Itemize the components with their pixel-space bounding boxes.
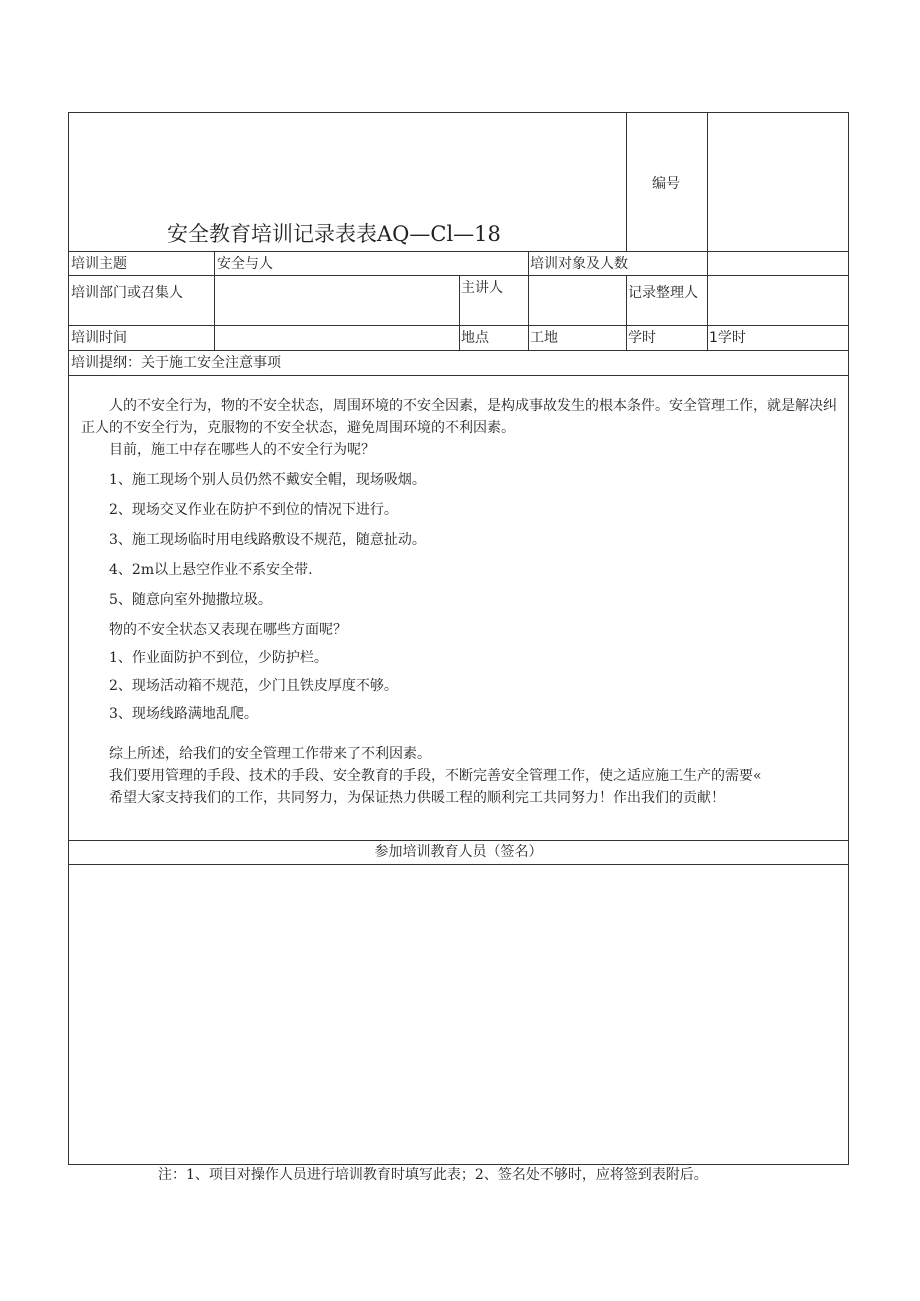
intro-paragraph: 人的不安全行为，物的不安全状态，周围环境的不安全因素，是构成事故发生的根本条件。安全管理工作，就是解决纠正人的不安全行为，克服物的不安全状态，避免周围环境的不利因素。 bbox=[81, 398, 837, 436]
location-label: 地点 bbox=[461, 330, 489, 346]
hours-label: 学时 bbox=[628, 330, 656, 346]
list-item: 2、现场交叉作业在防护不到位的情况下进行。 bbox=[109, 502, 398, 518]
summary-line: 综上所述，给我们的安全管理工作带来了不利因素。 bbox=[109, 746, 431, 762]
list-item: 4、2m以上悬空作业不系安全带. bbox=[109, 562, 313, 578]
row-divider bbox=[69, 350, 848, 351]
recorder-label: 记录整理人 bbox=[628, 285, 698, 301]
list-item: 3、施工现场临时用电线路敷设不规范，随意扯动。 bbox=[109, 532, 426, 548]
outline-text: 培训提纲：关于施工安全注意事项 bbox=[71, 355, 281, 371]
signature-area[interactable] bbox=[69, 865, 848, 1164]
list-item: 2、现场活动箱不规范，少门且铁皮厚度不够。 bbox=[109, 678, 398, 694]
hours-value[interactable]: 1学时 bbox=[709, 330, 746, 346]
col-divider bbox=[214, 251, 215, 275]
location-value[interactable]: 工地 bbox=[530, 330, 558, 346]
col-divider bbox=[707, 275, 708, 325]
object-question: 物的不安全状态又表现在哪些方面呢？ bbox=[109, 622, 347, 638]
number-label: 编号 bbox=[652, 176, 680, 192]
audience-label: 培训对象及人数 bbox=[530, 256, 628, 272]
col-divider bbox=[459, 275, 460, 325]
list-item: 5、随意向室外抛撒垃圾。 bbox=[109, 592, 272, 608]
col-divider bbox=[707, 251, 708, 275]
col-divider bbox=[214, 275, 215, 325]
summary-line: 希望大家支持我们的工作，共同努力，为保证热力供暖工程的顺利完工共同努力！作出我们的贡献！ bbox=[109, 790, 725, 806]
topic-label: 培训主题 bbox=[71, 256, 127, 272]
col-divider bbox=[459, 325, 460, 350]
col-divider bbox=[528, 325, 529, 350]
time-label: 培训时间 bbox=[71, 330, 127, 346]
col-divider bbox=[528, 275, 529, 325]
footer-note: 注：1、项目对操作人员进行培训教育时填写此表；2、签名处不够时，应将签到表附后。 bbox=[158, 1167, 708, 1183]
form-title: 安全教育培训记录表表AQ—Cl—18 bbox=[167, 222, 501, 246]
col-divider bbox=[626, 113, 627, 251]
training-content bbox=[81, 395, 838, 809]
people-question: 目前，施工中存在哪些人的不安全行为呢？ bbox=[109, 442, 375, 458]
col-divider bbox=[707, 325, 708, 350]
list-item: 3、现场线路满地乱爬。 bbox=[109, 706, 258, 722]
lecturer-label: 主讲人 bbox=[461, 280, 503, 296]
col-divider bbox=[528, 251, 529, 275]
row-divider bbox=[69, 251, 848, 252]
row-divider bbox=[69, 840, 848, 841]
summary-line: 我们要用管理的手段、技术的手段、安全教育的手段，不断完善安全管理工作，使之适应施工生产的需要« bbox=[109, 768, 762, 784]
training-record-form bbox=[68, 112, 849, 1165]
dept-label: 培训部门或召集人 bbox=[71, 285, 183, 301]
list-item: 1、施工现场个别人员仍然不戴安全帽，现场吸烟。 bbox=[109, 472, 426, 488]
signature-header: 参加培训教育人员（签名） bbox=[374, 844, 543, 860]
col-divider bbox=[707, 113, 708, 251]
col-divider bbox=[626, 275, 627, 325]
col-divider bbox=[214, 325, 215, 350]
col-divider bbox=[626, 325, 627, 350]
list-item: 1、作业面防护不到位，少防护栏。 bbox=[109, 650, 328, 666]
row-divider bbox=[69, 375, 848, 376]
topic-value[interactable]: 安全与人 bbox=[217, 256, 273, 272]
